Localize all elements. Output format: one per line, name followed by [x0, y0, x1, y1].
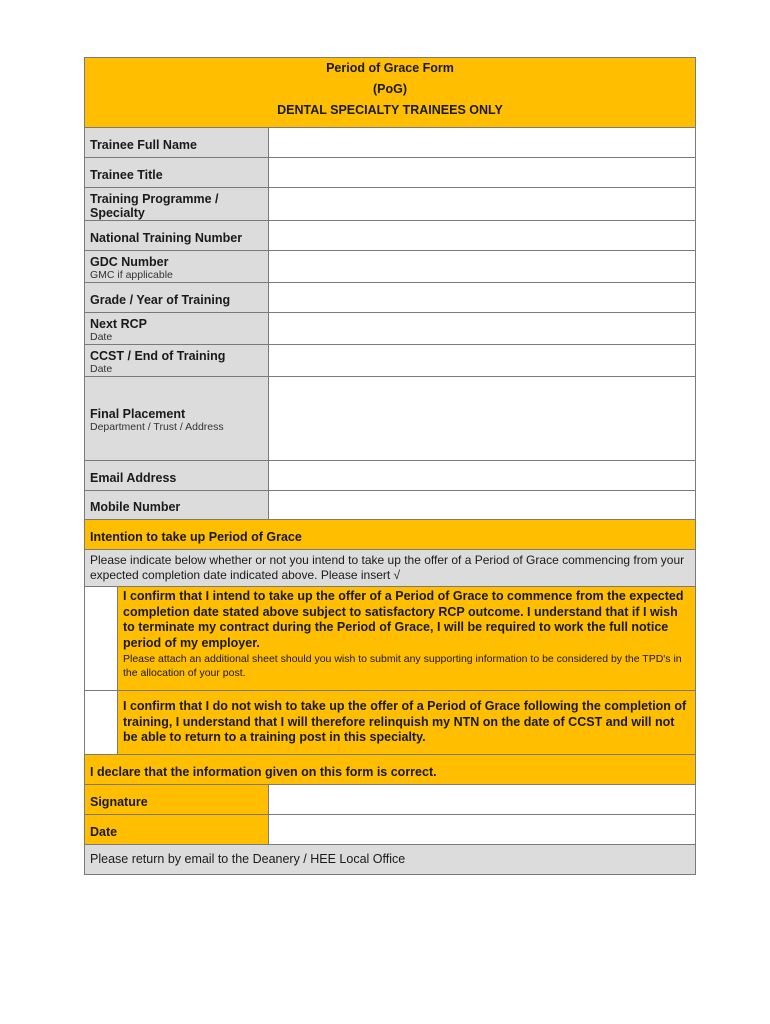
- next-rcp-sublabel: Date: [90, 331, 113, 343]
- ntn-field[interactable]: [269, 221, 696, 251]
- programme-field[interactable]: [269, 188, 696, 221]
- email-field[interactable]: [269, 461, 696, 491]
- intend-checkbox[interactable]: [85, 587, 118, 691]
- placement-label: Final Placement Department / Trust / Address: [85, 377, 269, 461]
- form-subtitle: DENTAL SPECIALTY TRAINEES ONLY: [277, 103, 503, 117]
- gdc-field[interactable]: [269, 251, 696, 283]
- signature-label: Signature: [85, 785, 269, 815]
- email-label: Email Address: [85, 461, 269, 491]
- declaration-statement: I declare that the information given on this form is correct.: [85, 755, 696, 785]
- decline-checkbox[interactable]: [85, 691, 118, 755]
- programme-label: Training Programme / Specialty: [85, 188, 269, 221]
- decline-option: [118, 691, 696, 755]
- date-label: Date: [85, 815, 269, 845]
- grade-label: Grade / Year of Training: [85, 283, 269, 313]
- intend-option: [118, 587, 696, 691]
- intention-instruction: Please indicate below whether or not you intend to take up the offer of a Period of Grace commencing from your expected completion date indicated above. Please insert √: [85, 550, 696, 587]
- full-name-field[interactable]: [269, 128, 696, 158]
- signature-field[interactable]: [269, 785, 696, 815]
- ntn-label: National Training Number: [85, 221, 269, 251]
- intend-option-text: I confirm that I intend to take up the offer of a Period of Grace to commence from the expected completion date stated above subject to satisfactory RCP outcome. I understand that if I wish to terminate my contract during the Period of Grace, I will be required to work the full notice period of my employer.: [123, 589, 684, 650]
- ccst-label: CCST / End of Training Date: [85, 345, 269, 377]
- pog-form-table: [84, 57, 696, 875]
- next-rcp-field[interactable]: [269, 313, 696, 345]
- form-title: Period of Grace Form: [326, 61, 454, 75]
- return-instructions: Please return by email to the Deanery / HEE Local Office: [85, 845, 696, 875]
- ccst-field[interactable]: [269, 345, 696, 377]
- full-name-label: Trainee Full Name: [85, 128, 269, 158]
- form-header: [85, 58, 696, 128]
- date-field[interactable]: [269, 815, 696, 845]
- decline-option-text: I confirm that I do not wish to take up the offer of a Period of Grace following the completion of training, I understand that I will therefore relinquish my NTN on the date of CCST and will not be able to return to a training post in this specialty.: [123, 699, 687, 745]
- gdc-sublabel: GMC if applicable: [90, 269, 173, 281]
- grade-field[interactable]: [269, 283, 696, 313]
- intend-option-note: Please attach an additional sheet should you wish to submit any supporting information to be considered by the TPD's in the allocation of your post.: [123, 653, 682, 679]
- trainee-title-field[interactable]: [269, 158, 696, 188]
- intention-heading: Intention to take up Period of Grace: [85, 520, 696, 550]
- placement-field[interactable]: [269, 377, 696, 461]
- form-abbreviation: (PoG): [372, 82, 408, 96]
- mobile-label: Mobile Number: [85, 491, 269, 520]
- gdc-label: GDC Number GMC if applicable: [85, 251, 269, 283]
- ccst-sublabel: Date: [90, 363, 113, 375]
- trainee-title-label: Trainee Title: [85, 158, 269, 188]
- next-rcp-label: Next RCP Date: [85, 313, 269, 345]
- placement-sublabel: Department / Trust / Address: [90, 421, 224, 433]
- mobile-field[interactable]: [269, 491, 696, 520]
